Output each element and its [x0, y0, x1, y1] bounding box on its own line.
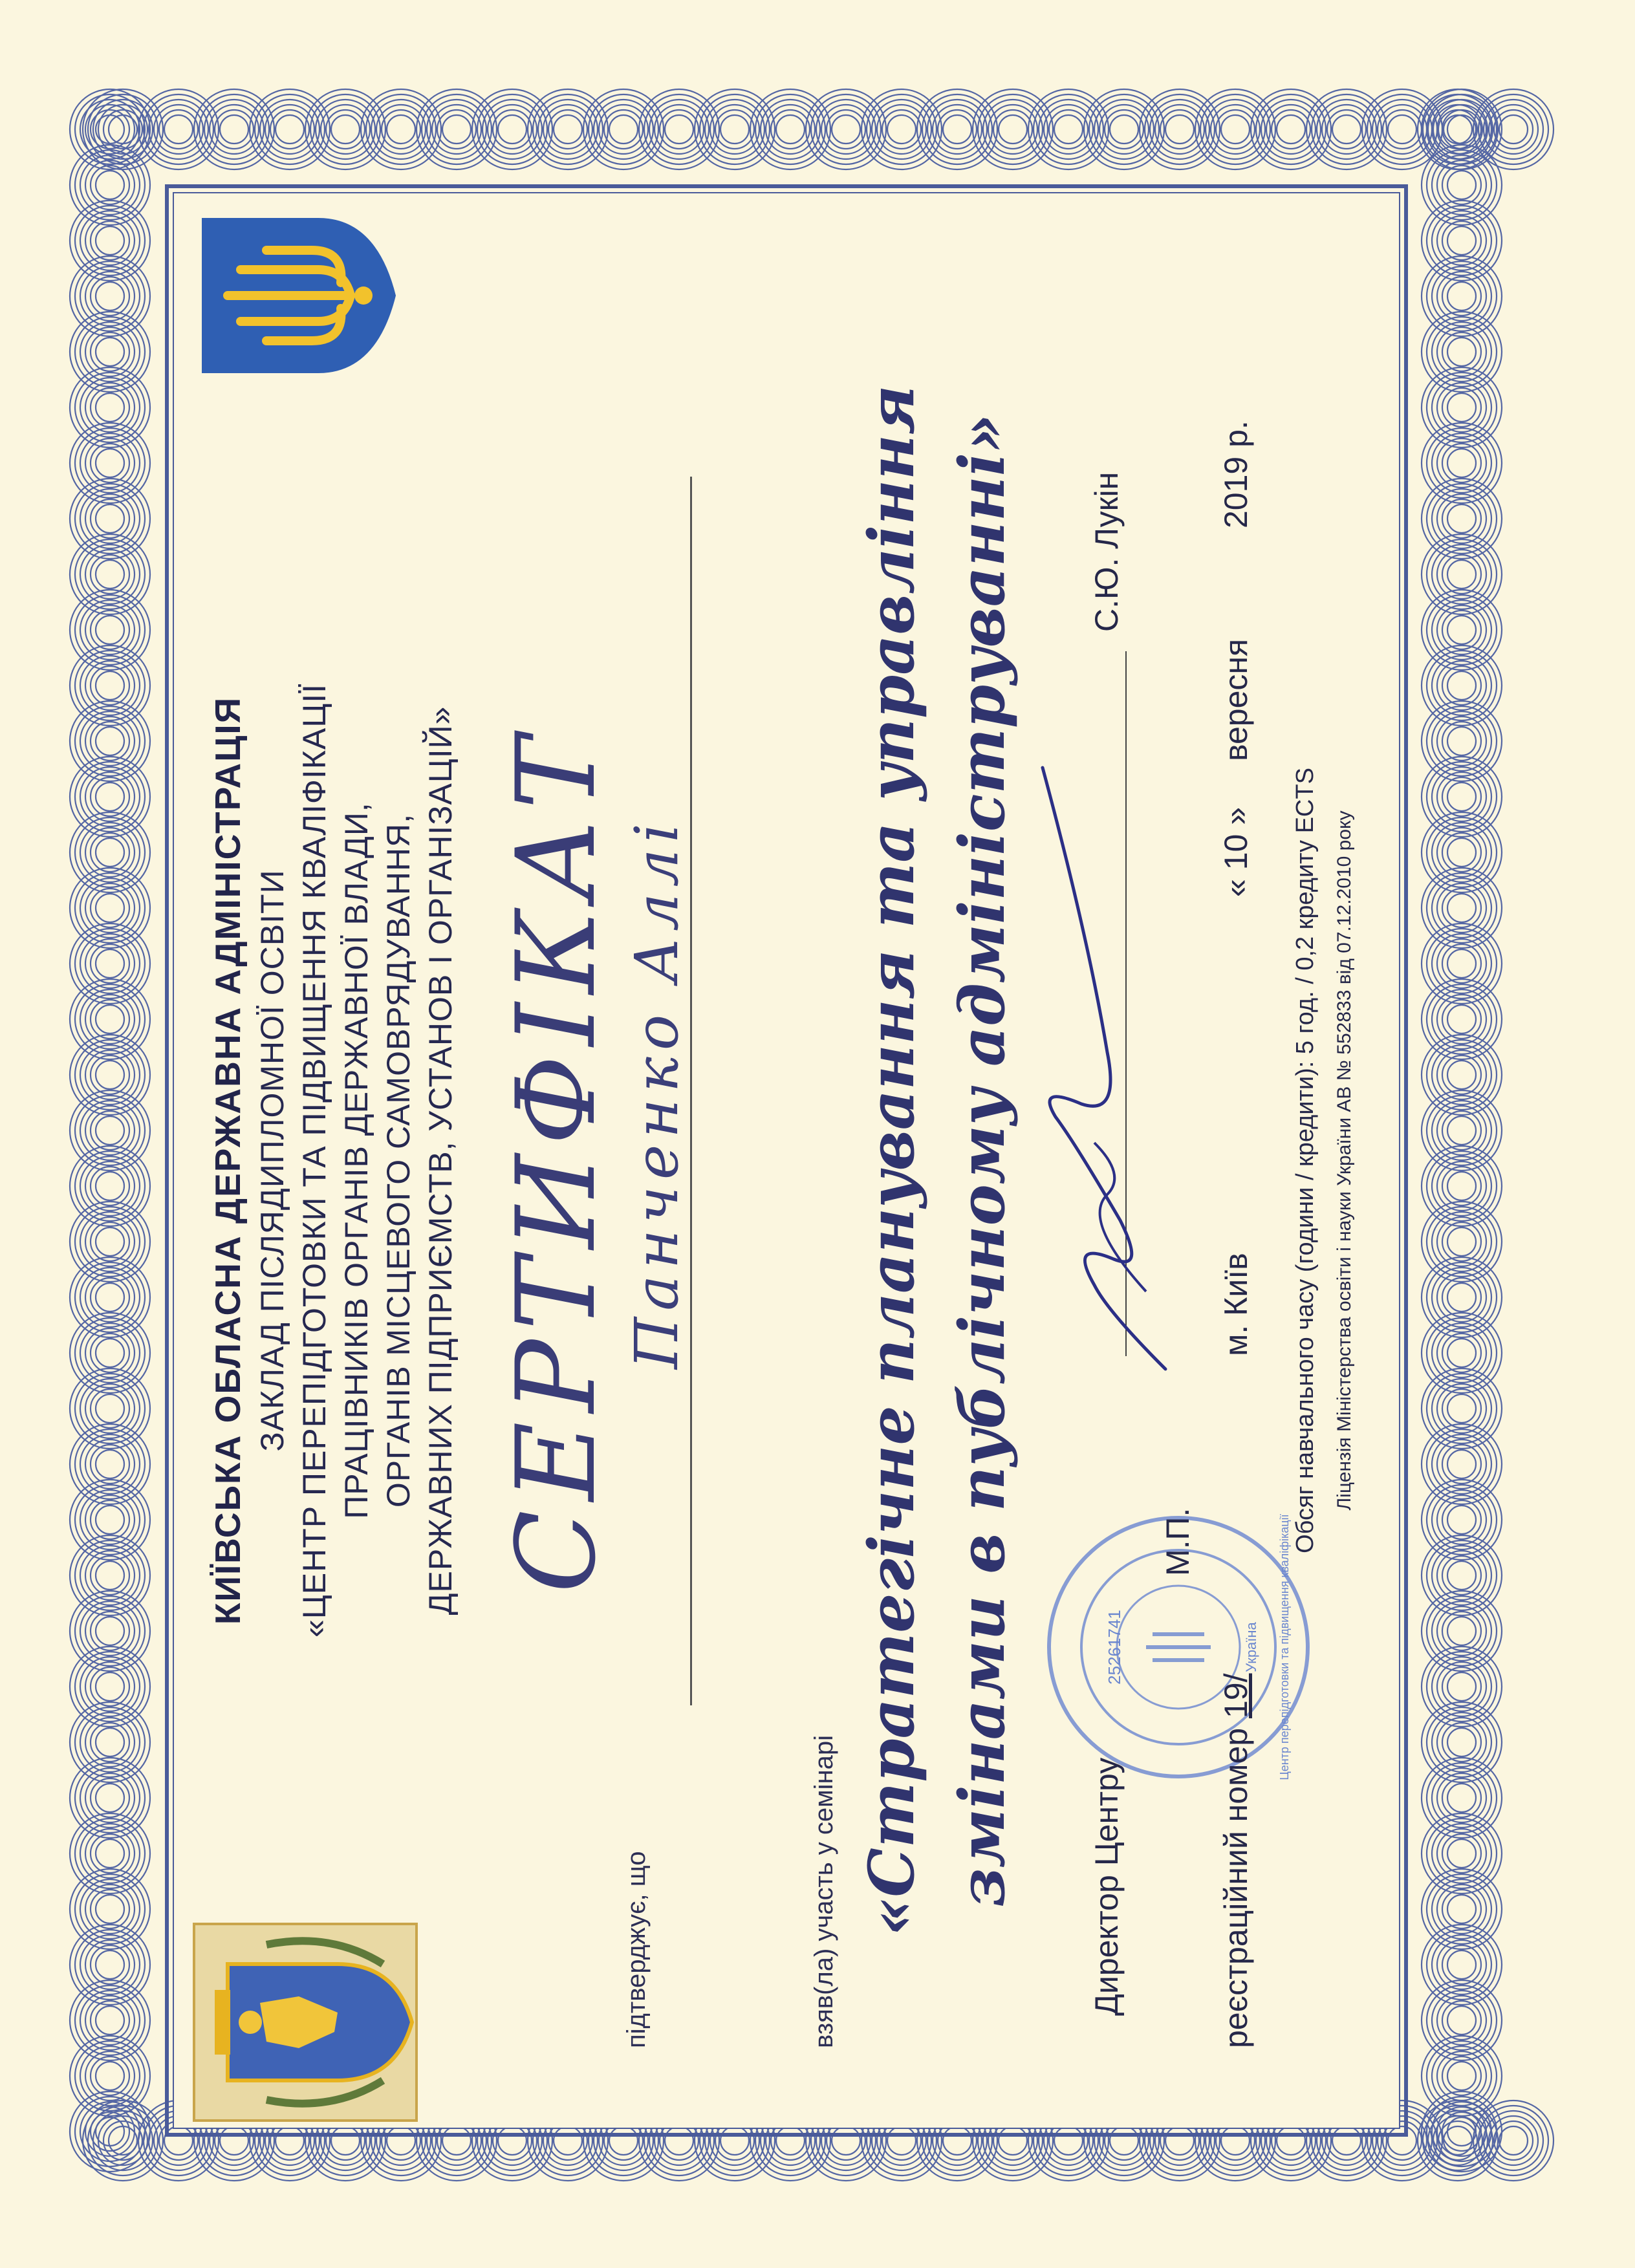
director-signature	[1017, 742, 1185, 1388]
license-text: Ліцензія Міністерства освіти і науки України АВ № 552833 від 07.12.2010 року	[1334, 810, 1355, 1511]
institution-line-3: ПРАЦІВНИКІВ ОРГАНІВ ДЕРЖАВНОЇ ВЛАДИ,	[338, 802, 374, 1519]
seminar-title-line-2: змінами в публічному адмініструванні»	[946, 413, 1019, 1908]
stamp-place-label: М.П.	[1160, 1507, 1196, 1576]
date-year: 2019 р.	[1218, 420, 1254, 528]
city: м. Київ	[1218, 1253, 1254, 1356]
stamp-text: Центр перепідготовки та підвищення кваліфікації	[1278, 1514, 1291, 1780]
stamp-code: 25261741	[1105, 1610, 1124, 1685]
director-name: С.Ю. Лукін	[1088, 471, 1125, 632]
stamp-country: Україна	[1243, 1622, 1259, 1672]
seminar-title-line-1: «Стратегічне планування та управління	[855, 385, 928, 1936]
institution-line-2: «ЦЕНТР ПЕРЕПІДГОТОВКИ ТА ПІДВИЩЕННЯ КВАЛІФІКАЦІЇ	[296, 683, 332, 1638]
confirms-label: підтверджує, що	[622, 1851, 651, 2048]
institution-line-4: ОРГАНІВ МІСЦЕВОГО САМОВРЯДУВАННЯ,	[380, 813, 417, 1508]
institution-line-5: ДЕРЖАВНИХ ПІДПРИЄМСТВ, УСТАНОВ І ОРГАНІЗАЦІЙ»	[422, 706, 459, 1615]
date-day: « 10 »	[1218, 806, 1254, 897]
registration-number: 19/	[1218, 1673, 1254, 1718]
date-month: вересня	[1218, 638, 1254, 761]
recipient-name-handwritten: Панченко Аллі	[622, 817, 691, 1369]
director-label: Директор Центру	[1088, 1757, 1125, 2016]
study-volume: Обсяг навчального часу (години / кредити): 5 год. / 0,2 кредиту ECTS	[1292, 768, 1319, 1553]
participated-label: взяв(ла) участь у семінарі	[810, 1735, 838, 2048]
administration-title: КИЇВСЬКА ОБЛАСНА ДЕРЖАВНА АДМІНІСТРАЦІЯ	[208, 696, 248, 1625]
institution-line-1: ЗАКЛАД ПІСЛЯДИПЛОМНОЇ ОСВІТИ	[254, 869, 290, 1452]
registration-label: реєстраційний номер	[1218, 1727, 1254, 2048]
certificate-title: СЕРТИФІКАТ	[493, 728, 620, 1593]
certificate-content	[169, 189, 1403, 2132]
